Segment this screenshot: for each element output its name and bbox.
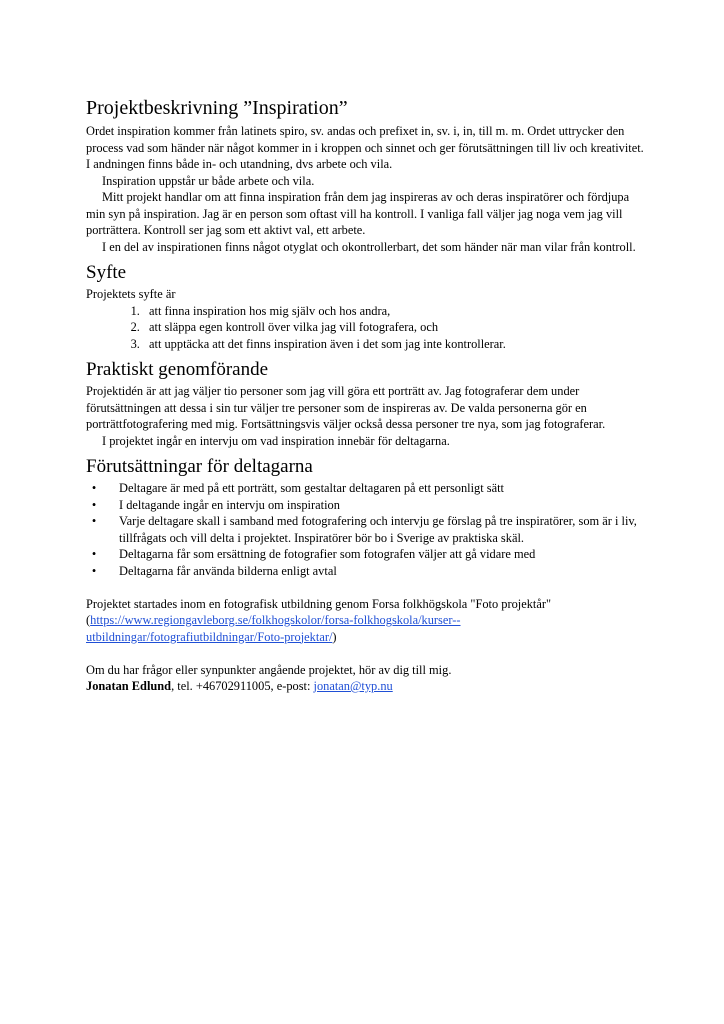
intro-paragraph-2: Inspiration uppstår ur både arbete och vila. [102, 173, 315, 188]
forutsattningar-heading: Förutsättningar för deltagarna [86, 456, 313, 477]
intro-paragraph-1: Ordet inspiration kommer från latinets spiro, sv. andas och prefixet in, sv. i, in, till m. m. Ordet uttrycker den process vad som händer när något kommer in i kroppen och sinnet och ger förutsättningen till liv och kreativitet. I andningen finns både in- och utandning, dvs arbete och vila. [86, 124, 644, 171]
bullet-icon: • [91, 497, 97, 512]
page-title: Projektbeskrivning ”Inspiration” [86, 97, 348, 119]
spacer [86, 579, 648, 596]
bullet-icon: • [91, 514, 97, 528]
contact-line [86, 678, 648, 695]
bullet-icon: • [91, 547, 97, 561]
project-origin-text: Projektet startades inom en fotografisk utbildning genom Forsa folkhögskola "Foto projektår" [86, 596, 552, 611]
contact-name: Jonatan Edlund [86, 679, 172, 693]
praktiskt-paragraph-2: I projektet ingår en intervju om vad inspiration innebär för deltagarna. [102, 433, 450, 448]
intro-paragraph-4: I en del av inspirationen finns något otyglat och okontrollerbart, det som händer när man vilar från kontroll. [102, 239, 636, 254]
praktiskt-paragraph-1: Projektidén är att jag väljer tio personer som jag vill göra ett porträtt av. Jag fotograferar dem under förutsättningen att dessa i sin tur väljer tre personer som de inspireras av. De valda personerna gör en porträttfotografering med mig. Fortsättningsvis väljer också dessa personer tre nya, som jag fotograferar. [86, 384, 606, 431]
bullet-icon: • [91, 481, 97, 495]
list-item: 1. att finna inspiration hos mig själv och hos andra, [143, 303, 648, 320]
list-item [91, 563, 648, 580]
praktiskt-heading: Praktiskt genomförande [86, 359, 269, 380]
contact-details: , tel. +46702911005, e-post: [171, 679, 314, 693]
list-item [91, 546, 648, 563]
intro-paragraph-3: Mitt projekt handlar om att finna inspiration från dem jag inspireras av och deras inspiratörer och fördjupa min syn på inspiration. Jag är en person som oftast vill ha kontroll. I vanliga fall väljer jag noga vem jag vill porträttera. Kontroll ser jag som ett aktivt val, ett arbete. [86, 190, 630, 237]
forutsattningar-list [86, 480, 648, 579]
syfte-list [86, 303, 648, 353]
bullet-icon: • [91, 563, 97, 578]
list-item-text: Deltagare är med på ett porträtt, som gestaltar deltagaren på ett personligt sätt [119, 481, 504, 495]
spacer [86, 645, 648, 662]
list-item-text: Deltagarna får använda bilderna enligt avtal [119, 563, 337, 578]
project-origin-paragraph [86, 596, 648, 646]
list-item [91, 513, 648, 546]
syfte-heading: Syfte [86, 262, 127, 283]
email-link[interactable]: jonatan@typ.nu [313, 679, 393, 693]
list-item-text: Varje deltagare skall i samband med fotografering och intervju ge förslag på tre inspiratörer, som är i liv, tillfrågats och vill delta i projektet. Inspiratörer bör bo i Sverige av praktiska skäl. [119, 514, 637, 545]
list-item-text: I deltagande ingår en intervju om inspiration [119, 497, 340, 512]
contact-lead: Om du har frågor eller synpunkter angående projektet, hör av dig till mig. [86, 662, 452, 677]
list-item: 2. att släppa egen kontroll över vilka jag vill fotografera, och [143, 319, 648, 336]
list-item [91, 480, 648, 497]
close-paren: ) [332, 629, 337, 644]
list-item-text: Deltagarna får som ersättning de fotografier som fotografen väljer att gå vidare med [119, 547, 536, 561]
document-body [86, 96, 648, 695]
course-link[interactable]: https://www.regiongavleborg.se/folkhogskolor/forsa-folkhogskola/kurser--utbildningar/fotografiutbildningar/Foto-projektar/ [86, 613, 461, 644]
list-item: 3. att upptäcka att det finns inspiration även i det som jag inte kontrollerar. [143, 336, 648, 353]
syfte-lead: Projektets syfte är [86, 287, 176, 301]
open-paren: ( [86, 613, 91, 627]
list-item [91, 497, 648, 514]
